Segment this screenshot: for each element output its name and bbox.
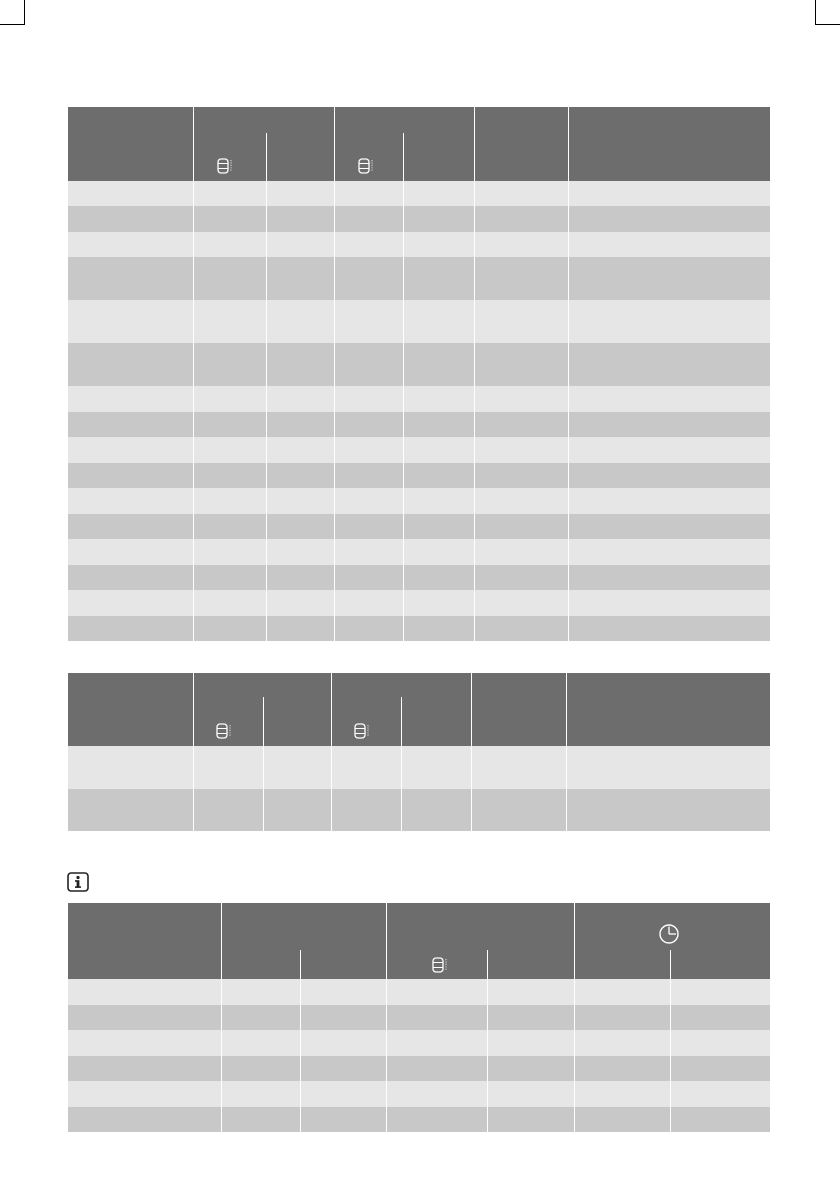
clock-icon (658, 923, 680, 945)
crop-mark-top-left (0, 0, 25, 25)
table-row (68, 1005, 770, 1030)
table-row (68, 437, 770, 463)
table-row (68, 1107, 770, 1132)
table-row (68, 590, 770, 616)
table-row (68, 343, 770, 386)
table-row (68, 386, 770, 412)
table-3-header (68, 903, 770, 979)
barrel-icon (354, 722, 372, 740)
table-row (68, 300, 770, 343)
table-row (68, 1030, 770, 1056)
table-1-header (68, 107, 770, 181)
table-row (68, 616, 770, 641)
info-icon (67, 872, 89, 892)
table-row (68, 789, 770, 831)
table-row (68, 1081, 770, 1107)
barrel-icon (432, 956, 450, 974)
table-2 (68, 673, 770, 831)
crop-mark-top-right (815, 0, 840, 25)
table-3 (68, 903, 770, 1132)
barrel-icon (216, 722, 234, 740)
table-row (68, 463, 770, 488)
table-row (68, 514, 770, 539)
table-row (68, 488, 770, 514)
table-row (68, 746, 770, 789)
table-row (68, 257, 770, 300)
table-row (68, 232, 770, 257)
table-1 (68, 107, 770, 641)
barrel-icon (217, 157, 235, 175)
table-row (68, 1056, 770, 1081)
table-2-header (68, 673, 770, 746)
table-row (68, 412, 770, 437)
table-row (68, 565, 770, 590)
barrel-icon (358, 157, 376, 175)
table-row (68, 206, 770, 232)
table-row (68, 181, 770, 206)
table-row (68, 539, 770, 565)
table-row (68, 979, 770, 1005)
